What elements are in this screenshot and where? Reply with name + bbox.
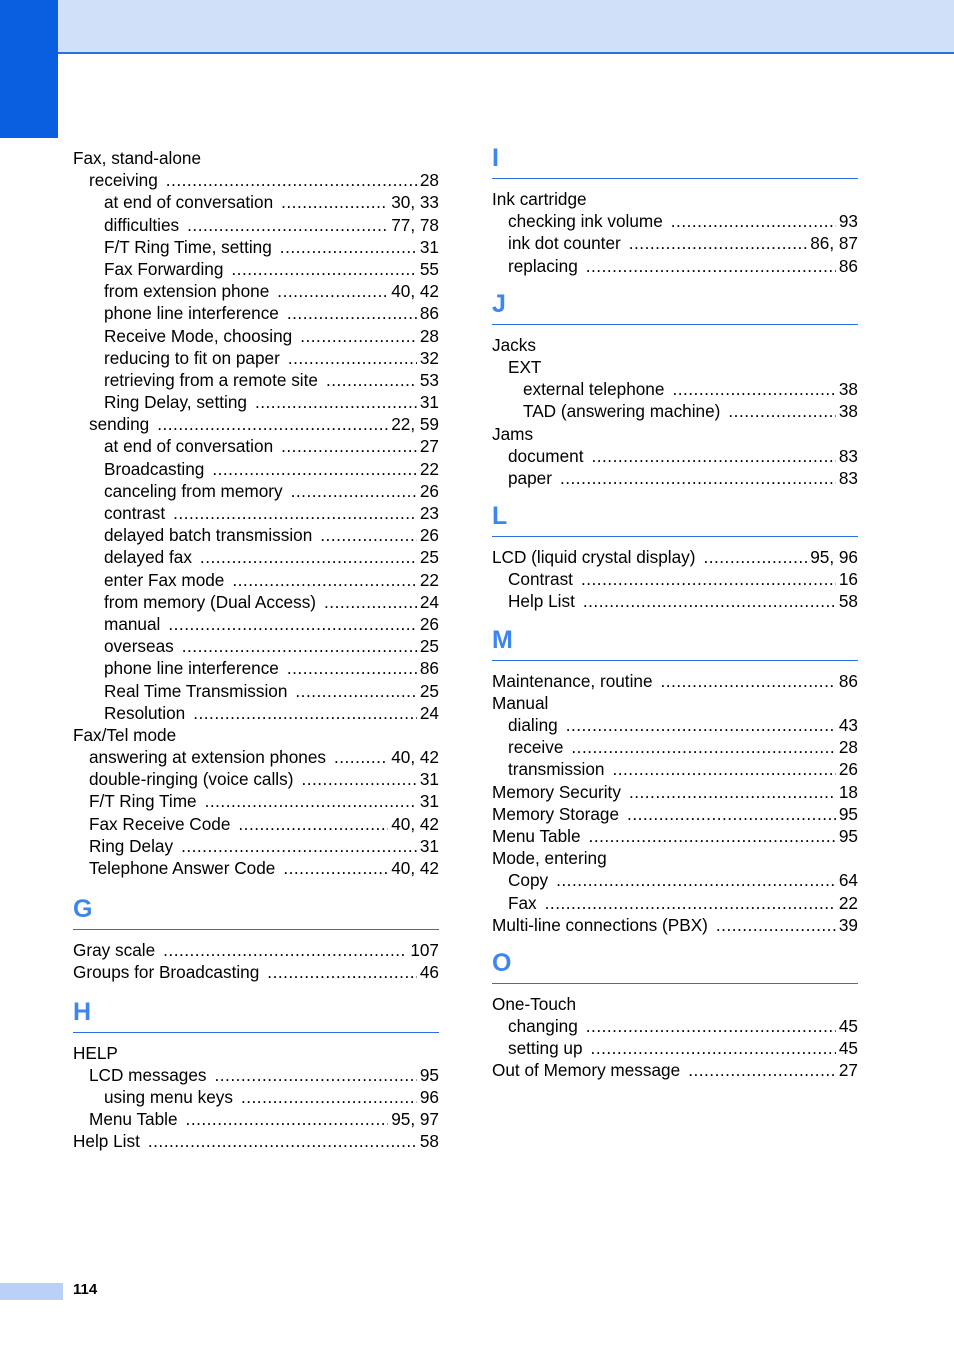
page-reference: 83 [838,445,858,466]
page-reference: 40, 42 [391,281,439,302]
index-term: Fax [508,892,537,913]
section-rule [73,929,439,930]
dot-leader [281,191,388,213]
index-term: Fax Forwarding [104,258,224,279]
dot-leader [591,1037,836,1059]
dot-leader [301,768,416,790]
index-term: Multi-line connections (PBX) [492,914,708,935]
index-entry [73,347,439,369]
index-entry [492,869,858,891]
dot-leader [280,236,417,258]
index-term: Fax Receive Code [89,813,231,834]
index-term: HELP [73,1042,118,1063]
page-reference: 25 [419,547,439,568]
page-reference: 28 [838,737,858,758]
page-reference: 45 [838,1016,858,1037]
dot-leader [589,825,836,847]
index-entry [73,1108,439,1130]
index-entry [73,961,439,983]
dot-leader [629,781,836,803]
dot-leader [300,325,417,347]
page-reference: 38 [838,401,858,422]
page-reference: 53 [419,369,439,390]
dot-leader [320,524,417,546]
dot-leader [661,670,836,692]
index-section [492,501,858,613]
dot-leader [193,702,417,724]
page-reference: 95, 97 [391,1109,439,1130]
page-reference: 40, 42 [391,747,439,768]
section-rule [492,324,858,325]
dot-leader [571,736,835,758]
index-term: Ring Delay [89,835,174,856]
page-reference: 22, 59 [391,414,439,435]
page-reference: 45 [838,1038,858,1059]
page-reference: 86 [838,255,858,276]
index-entry [492,400,858,422]
index-term: overseas [104,636,174,657]
page-reference: 40, 42 [391,858,439,878]
index-term: LCD (liquid crystal display) [492,547,696,568]
dot-leader [581,568,836,590]
index-term: paper [508,467,552,488]
index-term: transmission [508,759,605,780]
page-reference: 86 [419,658,439,679]
index-term: Manual [492,692,549,713]
section-letter: I [492,144,499,172]
dot-leader [291,480,417,502]
page-reference: 39 [838,914,858,935]
dot-leader [334,746,388,768]
index-section [492,143,858,277]
page-reference: 26 [838,759,858,780]
dot-leader [281,435,417,457]
index-term: Gray scale [73,940,156,961]
index-entry [73,369,439,391]
page-reference: 30, 33 [391,192,439,213]
index-section [492,625,858,936]
dot-leader [232,569,417,591]
index-entry [73,569,439,591]
dot-leader [283,857,388,879]
page-reference: 27 [838,1060,858,1081]
index-term: F/T Ring Time [89,791,197,812]
index-term: canceling from memory [104,480,283,501]
dot-leader [672,378,835,400]
page-reference: 107 [410,940,439,961]
index-term: Help List [508,591,575,612]
index-entry [73,1130,439,1152]
dot-leader [288,347,417,369]
dot-leader [586,255,836,277]
page-reference: 86, 87 [810,233,858,254]
dot-leader [287,302,417,324]
section-rule [492,178,858,179]
index-entry [492,1037,858,1059]
index-entry [73,502,439,524]
index-term: external telephone [523,379,665,400]
index-term: Menu Table [492,825,581,846]
index-entry [73,391,439,413]
dot-leader [627,803,836,825]
index-entry [492,210,858,232]
dot-leader [168,613,417,635]
index-section [492,948,858,1082]
dot-leader [566,714,836,736]
dot-leader [255,391,417,413]
index-term: setting up [508,1038,583,1059]
index-entry [492,356,858,378]
index-term: TAD (answering machine) [523,401,721,422]
index-entry [73,147,439,169]
index-entry [492,993,858,1015]
index-entry [492,445,858,467]
page-reference: 31 [419,769,439,790]
index-entry [73,724,439,746]
index-entry [492,736,858,758]
dot-leader [688,1059,836,1081]
index-entry [73,613,439,635]
index-term: Real Time Transmission [104,680,288,701]
index-entry [73,591,439,613]
page-reference: 25 [419,680,439,701]
index-entry [73,325,439,347]
index-entry [73,635,439,657]
page-reference: 27 [419,436,439,457]
index-entry [492,546,858,568]
page-reference: 26 [419,480,439,501]
dot-leader [182,635,417,657]
dot-leader [703,546,807,568]
index-entry [492,758,858,780]
dot-leader [163,939,407,961]
section-letter: L [492,502,508,531]
index-term: F/T Ring Time, setting [104,236,272,257]
page-reference: 95 [838,825,858,846]
index-column-left [73,0,439,1153]
index-entry [73,280,439,302]
index-term: Broadcasting [104,458,205,479]
index-term: manual [104,613,161,634]
dot-leader [148,1130,417,1152]
index-entry [73,813,439,835]
page-reference: 95 [419,1064,439,1085]
index-entry [73,939,439,961]
index-entry [492,803,858,825]
dot-leader [629,232,807,254]
index-term: Copy [508,870,549,891]
index-entry [492,423,858,445]
page-reference: 24 [419,702,439,723]
index-term: Menu Table [89,1109,178,1130]
index-entry [492,670,858,692]
index-term: from memory (Dual Access) [104,591,317,612]
index-entry [492,892,858,914]
index-entry [73,657,439,679]
page-reference: 28 [419,170,439,191]
page-reference: 64 [838,870,858,891]
index-entry [73,790,439,812]
index-term: receive [508,737,564,758]
index-term: at end of conversation [104,192,274,213]
dot-leader [560,467,836,489]
index-entry [73,191,439,213]
index-term: Contrast [508,569,573,590]
dot-leader [187,214,388,236]
page-reference: 46 [419,962,439,983]
dot-leader [287,657,417,679]
page-reference: 31 [419,791,439,812]
page-reference: 40, 42 [391,813,439,834]
index-term: Telephone Answer Code [89,858,276,878]
index-term: Groups for Broadcasting [73,962,260,983]
index-term: EXT [508,356,542,377]
index-term: reducing to fit on paper [104,347,280,368]
dot-leader [200,546,417,568]
index-term: delayed batch transmission [104,525,313,546]
index-term: dialing [508,715,558,735]
dot-leader [586,1015,836,1037]
dot-leader [326,369,417,391]
index-entry [492,334,858,356]
dot-leader [186,1108,389,1130]
index-term: difficulties [104,214,180,235]
dot-leader [583,590,836,612]
dot-leader [231,258,416,280]
index-term: Ring Delay, setting [104,392,247,413]
index-term: Mode, entering [492,848,607,869]
index-entry [492,825,858,847]
dot-leader [277,280,388,302]
page-reference: 26 [419,525,439,546]
page-reference: 83 [838,467,858,488]
page-reference: 58 [838,591,858,612]
page-reference: 77, 78 [391,214,439,235]
index-entry [73,1064,439,1086]
index-column-right [492,0,858,1082]
page-reference: 31 [419,236,439,257]
index-term: contrast [104,503,166,523]
page-reference: 43 [838,715,858,735]
page-reference: 31 [419,835,439,856]
section-letter: H [73,997,92,1026]
index-term: Jams [492,423,534,444]
page-reference: 25 [419,636,439,657]
dot-leader [295,680,416,702]
section-rule [73,1032,439,1033]
index-term: delayed fax [104,547,192,568]
index-entry [73,1086,439,1108]
index-term: ink dot counter [508,233,621,254]
section-letter: G [73,895,93,924]
index-term: Resolution [104,702,186,723]
dot-leader [205,790,417,812]
index-entry [73,546,439,568]
index-term: Memory Storage [492,803,620,824]
dot-leader [241,1086,417,1108]
index-entry [492,188,858,210]
index-entry [492,714,858,736]
page-reference: 95, 96 [810,547,858,568]
dot-leader [166,169,417,191]
index-term: Help List [73,1131,140,1152]
page-reference: 24 [419,591,439,612]
index-term: Ink cartridge [492,189,587,209]
index-term: LCD messages [89,1064,207,1085]
page-reference: 26 [419,613,439,634]
index-term: changing [508,1016,578,1037]
page-reference: 86 [838,670,858,691]
dot-leader [556,869,836,891]
index-entry [73,857,439,879]
dot-leader [238,813,388,835]
index-entry [492,1059,858,1081]
index-section [492,289,858,489]
section-letter: O [492,948,512,977]
index-entry [73,746,439,768]
index-term: Fax/Tel mode [73,724,177,745]
index-term: answering at extension phones [89,747,326,768]
chapter-tab [0,0,58,138]
index-term: Memory Security [492,781,621,802]
index-entry [73,258,439,280]
index-entry [73,680,439,702]
index-term: Out of Memory message [492,1060,681,1081]
index-entry [73,702,439,724]
index-entry [492,467,858,489]
index-term: One-Touch [492,993,577,1014]
index-entry [73,458,439,480]
index-entry [73,480,439,502]
page-reference: 55 [419,258,439,279]
index-term: Fax, stand-alone [73,148,202,168]
page-reference: 38 [838,379,858,400]
index-entry [73,214,439,236]
dot-leader [612,758,835,780]
section-rule [492,536,858,537]
index-term: from extension phone [104,281,270,302]
index-entry [73,236,439,258]
index-entry [492,255,858,277]
index-term: sending [89,414,150,435]
index-term: Receive Mode, choosing [104,325,293,346]
index-term: checking ink volume [508,211,663,232]
index-entry [492,914,858,936]
dot-leader [181,835,417,857]
page-number: 114 [73,1281,98,1298]
index-term: at end of conversation [104,436,274,457]
index-term: document [508,445,584,466]
page-reference: 16 [838,569,858,590]
index-term: phone line interference [104,303,279,324]
dot-leader [545,892,836,914]
page-reference: 96 [419,1086,439,1107]
section-letter: M [492,625,513,654]
index-term: double-ringing (voice calls) [89,769,294,790]
page-reference: 22 [838,892,858,913]
page-reference: 23 [419,503,439,523]
section-letter: J [492,289,506,318]
index-entry [492,590,858,612]
footer-bar [0,1283,63,1300]
index-term: phone line interference [104,658,279,679]
section-rule [492,660,858,661]
index-entry [492,847,858,869]
dot-leader [215,1064,417,1086]
index-entry [492,1015,858,1037]
dot-leader [212,458,417,480]
index-entry [73,524,439,546]
section-rule [492,983,858,984]
index-term: replacing [508,255,578,276]
page-reference: 86 [419,303,439,324]
index-term: Jacks [492,334,536,355]
index-entry [492,378,858,400]
index-entry [73,1042,439,1064]
dot-leader [591,445,835,467]
index-entry [492,781,858,803]
index-term: retrieving from a remote site [104,369,318,390]
page-reference: 93 [838,211,858,232]
page-reference: 58 [419,1131,439,1152]
index-entry [73,435,439,457]
index-term: Maintenance, routine [492,670,653,691]
page-reference: 95 [838,803,858,824]
page-reference: 18 [838,781,858,802]
dot-leader [267,961,417,983]
dot-leader [728,400,835,422]
dot-leader [671,210,836,232]
page-reference: 22 [419,458,439,479]
index-entry [492,232,858,254]
page-reference: 31 [419,392,439,413]
index-entry [73,302,439,324]
dot-leader [324,591,417,613]
index-entry [73,413,439,435]
page-reference: 28 [419,325,439,346]
dot-leader [173,502,417,524]
page-reference: 22 [419,569,439,590]
index-entry [492,692,858,714]
dot-leader [157,413,388,435]
index-entry [73,835,439,857]
index-entry [492,568,858,590]
index-term: enter Fax mode [104,569,225,590]
page-reference: 32 [419,347,439,368]
index-term: using menu keys [104,1086,233,1107]
dot-leader [716,914,836,936]
index-section [73,997,439,1153]
index-term: receiving [89,170,158,191]
index-section [73,894,439,983]
index-entry [73,768,439,790]
index-entry [73,169,439,191]
